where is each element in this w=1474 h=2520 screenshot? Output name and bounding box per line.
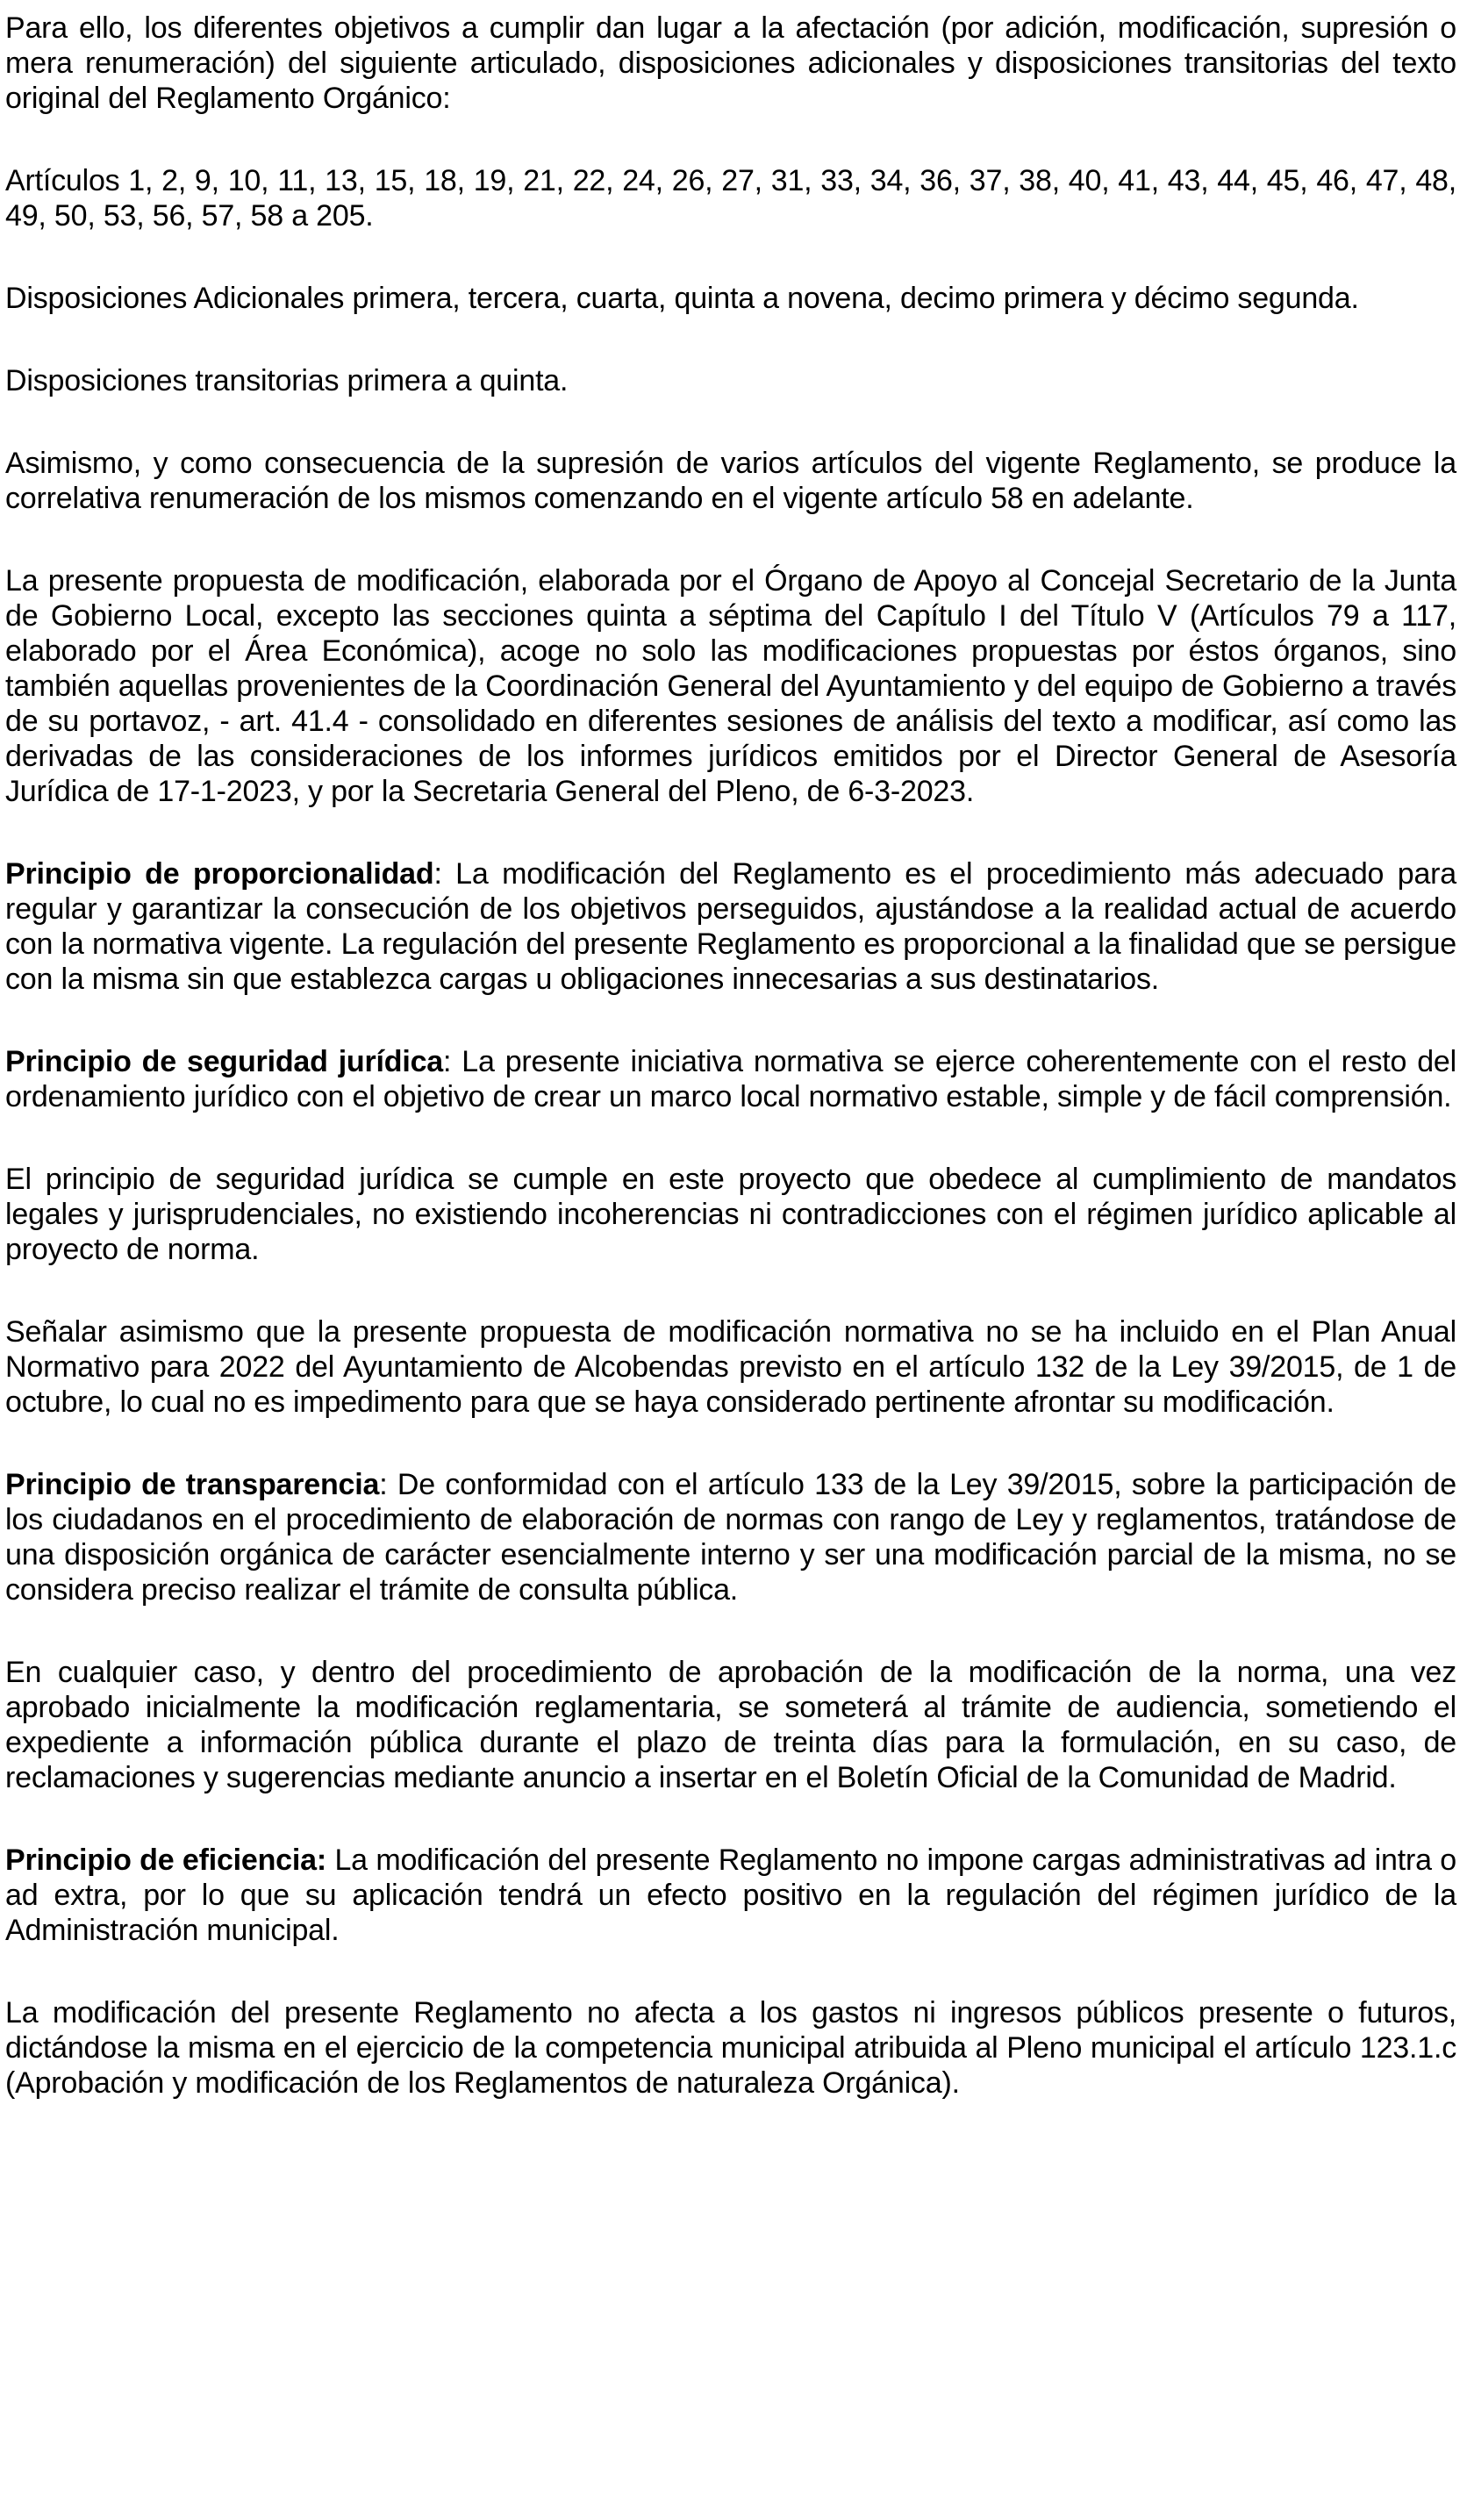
principio-eficiencia-body: La modificación del presente Reglamento no impone cargas administrativas ad intra o ad extra, por lo que su aplicación tendrá un efecto positivo en la regulación del régimen jurídico de la Administración municipal. — [5, 1843, 1456, 1947]
paragraph-disposiciones-adicionales: Disposiciones Adicionales primera, tercera, cuarta, quinta a novena, decimo primera y décimo segunda. — [5, 282, 1359, 315]
paragraph-disposiciones-transitorias: Disposiciones transitorias primera a quinta. — [5, 364, 569, 397]
paragraph-cumplimiento-seguridad-juridica: El principio de seguridad jurídica se cumple en este proyecto que obedece al cumplimiento de mandatos legales y jurisprudenciales, no existiendo incoherencias ni contradicciones con el régimen jurídico aplicable al proyecto de norma. — [5, 1163, 1456, 1266]
principio-proporcionalidad-label: Principio de proporcionalidad — [5, 857, 434, 891]
principio-seguridad-juridica-body: : La presente iniciativa normativa se ejerce coherentemente con el resto del ordenamiento jurídico con el objetivo de crear un marco local normativo estable, simple y de fácil comprensión. — [5, 1045, 1456, 1113]
paragraph-objetivos-afectacion: Para ello, los diferentes objetivos a cumplir dan lugar a la afectación (por adición, modificación, supresión o mera renumeración) del siguiente articulado, disposiciones adicionales y disposiciones transitorias del texto original del Reglamento Orgánico: — [5, 11, 1456, 115]
paragraph-principio-proporcionalidad — [5, 856, 1456, 997]
principio-proporcionalidad-body: : La modificación del Reglamento es el procedimiento más adecuado para regular y garantizar la consecución de los objetivos perseguidos, ajustándose a la realidad actual de acuerdo con la normativa vigente. La regulación del presente Reglamento es proporcional a la finalidad que se persigue con la misma sin que establezca cargas u obligaciones innecesarias a sus destinatarios. — [5, 857, 1456, 996]
paragraph-principio-transparencia — [5, 1467, 1456, 1607]
principio-transparencia-body: : De conformidad con el artículo 133 de la Ley 39/2015, sobre la participación de los ciudadanos en el procedimiento de elaboración de normas con rango de Ley y reglamentos, tratándose de una disposición orgánica de carácter esencialmente interno y ser una modificación parcial de la misma, no se considera preciso realizar el trámite de consulta pública. — [5, 1468, 1456, 1607]
paragraph-tramite-audiencia: En cualquier caso, y dentro del procedimiento de aprobación de la modificación de la norma, una vez aprobado inicialmente la modificación reglamentaria, se someterá al trámite de audiencia, sometiendo el expediente a información pública durante el plazo de treinta días para la formulación, en su caso, de reclamaciones y sugerencias mediante anuncio a insertar en el Boletín Oficial de la Comunidad de Madrid. — [5, 1656, 1456, 1794]
paragraph-principio-eficiencia — [5, 1843, 1456, 1948]
paragraph-plan-anual-normativo: Señalar asimismo que la presente propuesta de modificación normativa no se ha incluido en el Plan Anual Normativo para 2022 del Ayuntamiento de Alcobendas previsto en el artículo 132 de la Ley 39/2015, de 1 de octubre, lo cual no es impedimento para que se haya considerado pertinente afrontar su modificación. — [5, 1315, 1456, 1419]
principio-seguridad-juridica-label: Principio de seguridad jurídica — [5, 1045, 444, 1078]
paragraph-gastos-ingresos: La modificación del presente Reglamento no afecta a los gastos ni ingresos públicos presente o futuros, dictándose la misma en el ejercicio de la competencia municipal atribuida al Pleno municipal el artículo 123.1.c (Aprobación y modificación de los Reglamentos de naturaleza Orgánica). — [5, 1996, 1456, 2100]
principio-eficiencia-label: Principio de eficiencia: — [5, 1843, 326, 1877]
paragraph-propuesta-modificacion: La presente propuesta de modificación, elaborada por el Órgano de Apoyo al Concejal Secretario de la Junta de Gobierno Local, excepto las secciones quinta a séptima del Capítulo I del Título V (Artículos 79 a 117, elaborado por el Área Económica), acoge no solo las modificaciones propuestas por éstos órganos, sino también aquellas provenientes de la Coordinación General del Ayuntamiento y del equipo de Gobierno a través de su portavoz, - art. 41.4 - consolidado en diferentes sesiones de análisis del texto a modificar, así como las derivadas de las consideraciones de los informes jurídicos emitidos por el Director General de Asesoría Jurídica de 17-1-2023, y por la Secretaria General del Pleno, de 6-3-2023. — [5, 564, 1456, 808]
principio-transparencia-label: Principio de transparencia — [5, 1468, 380, 1501]
paragraph-renumeracion: Asimismo, y como consecuencia de la supresión de varios artículos del vigente Reglamento, se produce la correlativa renumeración de los mismos comenzando en el vigente artículo 58 en adelante. — [5, 447, 1456, 515]
paragraph-principio-seguridad-juridica — [5, 1044, 1456, 1114]
paragraph-articulos-afectados: Artículos 1, 2, 9, 10, 11, 13, 15, 18, 19, 21, 22, 24, 26, 27, 31, 33, 34, 36, 37, 38, 40, 41, 43, 44, 45, 46, 47, 48, 49, 50, 53, 56, 57, 58 a 205. — [5, 164, 1456, 233]
